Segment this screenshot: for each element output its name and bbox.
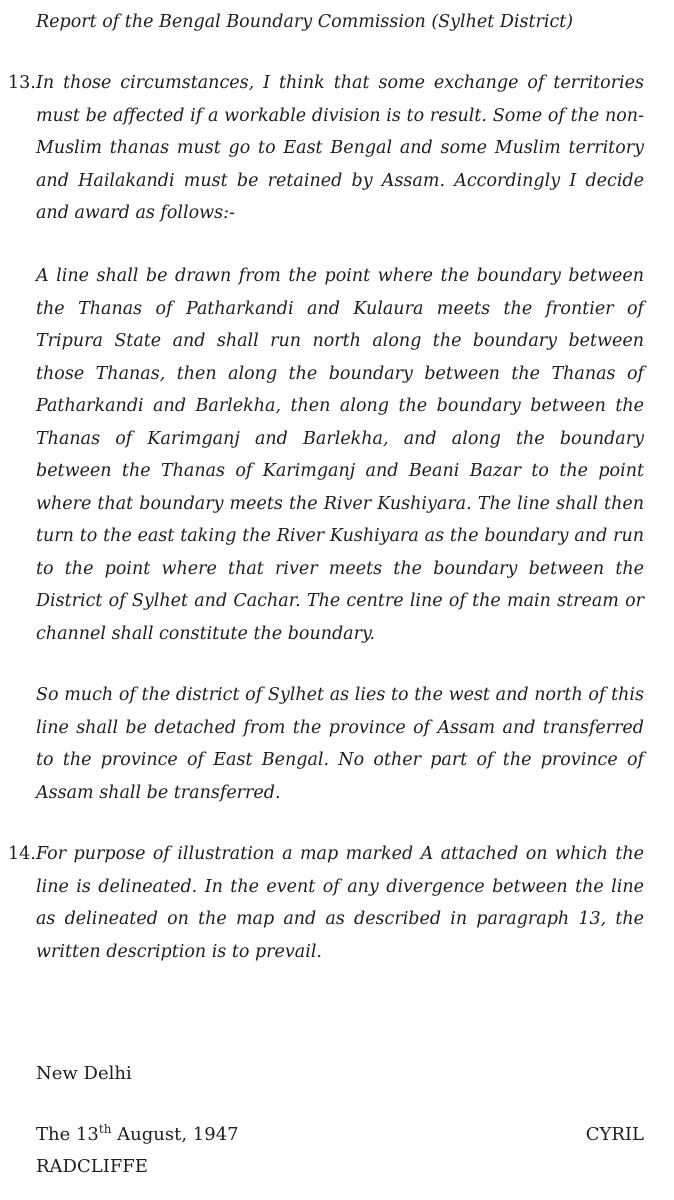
signature-name-first: CYRIL — [585, 1124, 644, 1145]
paragraph-13-number: 13. — [8, 73, 36, 93]
signature-date-ordinal: th — [98, 1122, 112, 1136]
signature-date-suffix: August, 1947 — [111, 1124, 239, 1145]
signature-place: New Delhi — [36, 1063, 132, 1084]
paragraph-13-boundary-line: A line shall be drawn from the point where the boundary between the Thanas of Patharkandi and Kulaura meets the frontier of Tripura State and shall run north along the boundary between those Thanas, then along the boundary between the Thanas of Patharkandi and Barlekha, then along the boundary between the Thanas of Karimganj and Barlekha, and along the boundary between the Thanas of Karimganj and Beani Bazar to the point where that boundary meets the River Kushiyara. The line shall then turn to the east taking the River Kushiyara as the boundary and run to the point where that river meets the boundary between the District of Sylhet and Cachar. The centre line of the main stream or channel shall constitute the boundary. — [36, 266, 644, 644]
paragraph-13-intro: In those circumstances, I think that some exchange of territories must be affected if a workable division is to result. Some of the non-Muslim thanas must go to East Bengal and some Muslim territory and Hailakandi must be retained by Assam. Accordingly I decide and award as follows:- — [36, 73, 644, 223]
signature-date-prefix: The 13 — [36, 1124, 99, 1145]
paragraph-14-text: For purpose of illustration a map marked A attached on which the line is delineated. In the event of any divergence between the line as delineated on the map and as described in paragraph 13, the written description is to prevail. — [36, 844, 644, 962]
paragraph-14-number: 14. — [8, 844, 36, 864]
signature-date — [36, 1119, 239, 1151]
paragraph-13-transfer: So much of the district of Sylhet as lies to the west and north of this line shall be detached from the province of Assam and transferred to the province of East Bengal. No other part of the province of Assam shall be transferred. — [36, 685, 644, 803]
document-title: Report of the Bengal Boundary Commission (Sylhet District) — [36, 12, 574, 32]
signature-name-last: RADCLIFFE — [36, 1156, 148, 1177]
